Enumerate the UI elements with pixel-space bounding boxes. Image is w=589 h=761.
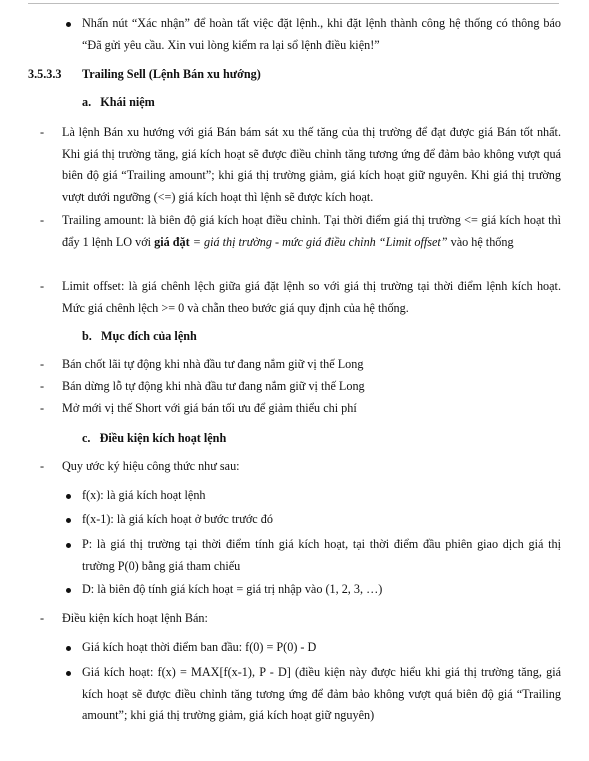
purpose-item: Bán dừng lỗ tự động khi nhà đầu tư đang nắm giữ vị thế Long (62, 379, 365, 393)
sell-condition-item: Giá kích hoạt: f(x) = MAX[f(x-1), P - D] (điều kiện này được hiểu khi giá thị trường tăng, giá kích hoạt sẽ được điều chỉnh tăng tương ứng để đảm bảo không vượt quá biên độ giá “Trailing amount”; khi giá thị trường giảm, giá kích hoạt giữ nguyên) (82, 665, 561, 722)
dash-marker: - (40, 213, 45, 227)
bullet-dot (66, 646, 71, 651)
purpose-item: Mở mới vị thế Short với giá bán tối ưu để giảm thiểu chi phí (62, 401, 357, 415)
purpose-item: Bán chốt lãi tự động khi nhà đầu tư đang nắm giữ vị thế Long (62, 357, 364, 371)
trailing-bold: giá đặt (154, 234, 190, 249)
header-rule (28, 3, 559, 4)
dash-marker: - (40, 379, 45, 393)
bullet-dot (66, 588, 71, 593)
dash-marker: - (40, 611, 45, 625)
trailing-amount-paragraph (62, 210, 561, 253)
subheading-b: b. Mục đích của lệnh (82, 329, 197, 343)
subheading-c: c. Điều kiện kích hoạt lệnh (82, 431, 227, 445)
convention-item: f(x-1): là giá kích hoạt ở bước trước đó (82, 512, 273, 526)
sell-condition-item: Giá kích hoạt thời điểm ban đầu: f(0) = P(0) - D (82, 640, 317, 654)
bullet-dot (66, 494, 71, 499)
trailing-text-1: Trailing amount: là biên độ giá kích hoạt điều chỉnh. Tại thời điểm giá thị trường <= giá kích hoạt thì đẩy 1 lệnh LO với (62, 213, 561, 249)
trailing-italic: = giá thị trường - mức giá điều chỉnh “Limit offset” (189, 234, 448, 249)
section-title: Trailing Sell (Lệnh Bán xu hướng) (82, 67, 261, 81)
sell-condition-intro: Điều kiện kích hoạt lệnh Bán: (62, 611, 208, 625)
convention-item: P: là giá thị trường tại thời điểm tính giá kích hoạt, tại thời điểm đầu phiên giao dịch giá thị trường P(0) bằng giá tham chiếu (82, 537, 561, 573)
subheading-a: a. Khái niệm (82, 95, 155, 109)
dash-marker: - (40, 459, 45, 473)
trailing-text-2: vào hệ thống (447, 234, 514, 249)
convention-item: D: là biên độ tính giá kích hoạt = giá trị nhập vào (1, 2, 3, …) (82, 582, 383, 596)
confirm-instruction: Nhấn nút “Xác nhận” để hoàn tất việc đặt lệnh., khi đặt lệnh thành công hệ thống có thông báo “Đã gửi yêu cầu. Xin vui lòng kiểm ra lại sổ lệnh điều kiện!” (82, 16, 561, 52)
bullet-dot (66, 518, 71, 523)
bullet-dot (66, 22, 71, 27)
convention-item: f(x): là giá kích hoạt lệnh (82, 488, 206, 502)
section-number: 3.5.3.3 (28, 67, 62, 81)
bullet-dot (66, 671, 71, 676)
convention-intro: Quy ước ký hiệu công thức như sau: (62, 459, 240, 473)
dash-marker: - (40, 279, 45, 293)
dash-marker: - (40, 401, 45, 415)
limit-offset-paragraph: Limit offset: là giá chênh lệch giữa giá đặt lệnh so với giá thị trường tại thời điểm lệnh kích hoạt. Mức giá chênh lệch >= 0 và chẵn theo bước giá quy định của hệ thống. (62, 279, 561, 315)
dash-marker: - (40, 125, 45, 139)
dash-marker: - (40, 357, 45, 371)
definition-paragraph: Là lệnh Bán xu hướng với giá Bán bám sát xu thế tăng của thị trường để đạt được giá Bán tốt nhất. Khi giá thị trường tăng, giá kích hoạt sẽ được điều chỉnh tăng tương ứng để đảm bảo không vượt quá biên độ giá “Trailing amount”; khi giá thị trường giảm, giá kích hoạt giữ nguyên. Khi giá thị trường vượt dưới ngưỡng (<=) giá kích hoạt thì lệnh sẽ được kích hoạt. (62, 125, 561, 204)
bullet-dot (66, 543, 71, 548)
